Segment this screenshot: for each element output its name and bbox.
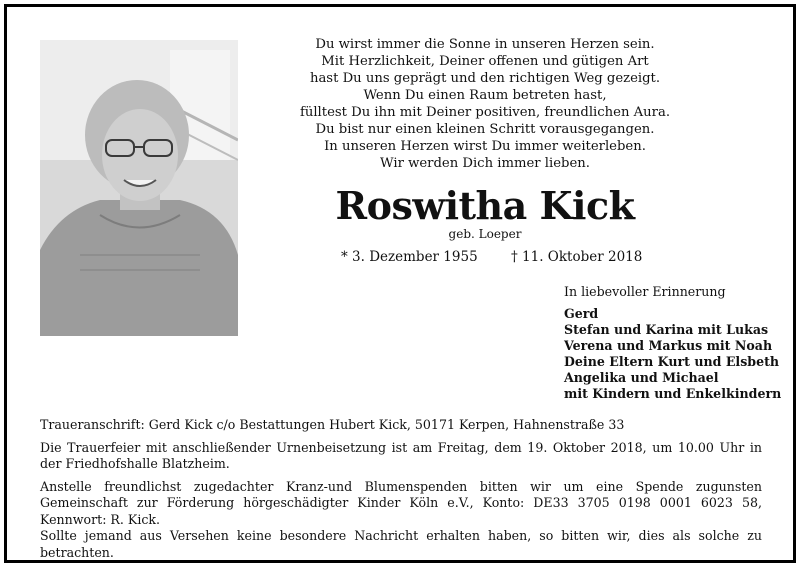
mourner-name: Angelika und Michael: [564, 370, 719, 385]
portrait-photo: [40, 40, 238, 336]
ceremony-info: Die Trauerfeier mit anschließender Urnenbeisetzung ist am Freitag, dem 19. Oktober 2018, um 10.00 Uhr in der Friedhofshalle Blatzheim.: [40, 439, 762, 471]
mourners-block: [564, 284, 781, 402]
mourner-name: Stefan und Karina mit Lukas: [564, 322, 769, 337]
mourner-name: Verena und Markus mit Noah: [564, 338, 773, 353]
donation-info: Anstelle freundlichst zugedachter Kranz-und Blumenspenden bitten wir um eine Spende zugunsten Gemeinschaft zur Förderung hörgeschädigter Kinder Köln e.V., Konto: DE33 3705 0198 0001 6023 58, Kennwort: R. Kick.: [40, 478, 762, 527]
memorial-poem: [290, 36, 680, 172]
mourners-intro: In liebevoller Erinnerung: [564, 284, 726, 299]
deceased-name: Roswitha Kick: [335, 183, 635, 228]
mourner-name: Gerd: [564, 306, 599, 321]
notice-info: Sollte jemand aus Versehen keine besondere Nachricht erhalten haben, so bitten wir, dies als solche zu betrachten.: [40, 528, 762, 560]
death-date: † 11. Oktober 2018: [511, 249, 643, 265]
birth-date: * 3. Dezember 1955: [341, 249, 478, 265]
footer-info: [40, 417, 762, 567]
mourner-name: mit Kindern und Enkelkindern: [564, 386, 782, 401]
mourner-name: Deine Eltern Kurt und Elsbeth: [564, 354, 780, 369]
poem-line: Wenn Du einen Raum betreten hast,: [363, 88, 607, 103]
poem-line: Mit Herzlichkeit, Deiner offenen und gütigen Art: [321, 54, 649, 69]
poem-line: hast Du uns geprägt und den richtigen Weg gezeigt.: [309, 71, 661, 86]
poem-line: In unseren Herzen wirst Du immer weiterleben.: [324, 139, 646, 154]
poem-line: fülltest Du ihn mit Deiner positiven, freundlichen Aura.: [299, 105, 671, 120]
maiden-name: geb. Loeper: [448, 227, 522, 241]
funeral-address: Traueranschrift: Gerd Kick c/o Bestattungen Hubert Kick, 50171 Kerpen, Hahnenstraße 33: [40, 417, 625, 432]
poem-line: Du bist nur einen kleinen Schritt vorausgegangen.: [315, 122, 655, 137]
poem-line: Wir werden Dich immer lieben.: [380, 156, 590, 171]
poem-line: Du wirst immer die Sonne in unseren Herzen sein.: [315, 37, 655, 52]
